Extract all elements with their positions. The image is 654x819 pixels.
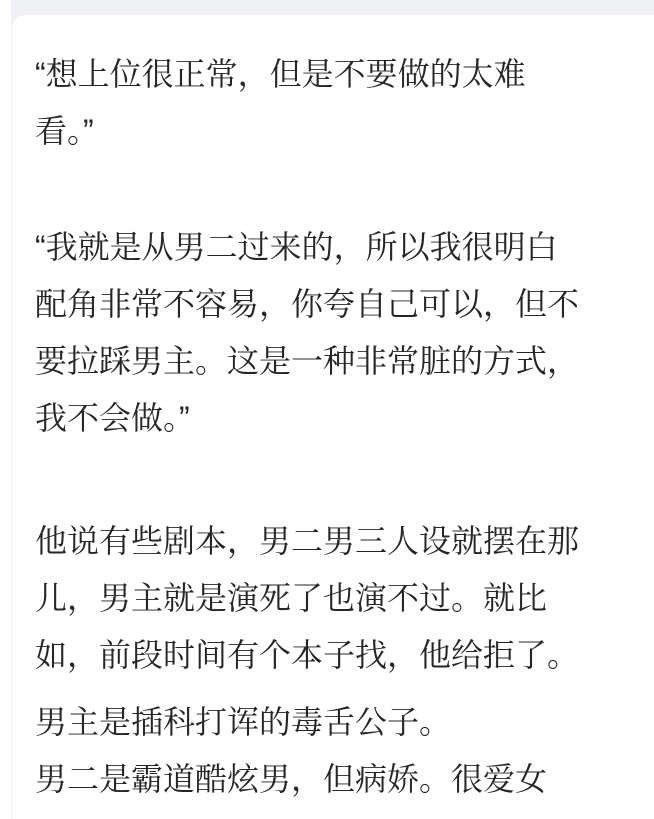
text-line: 看。” [35, 113, 94, 149]
text-line: 要拉踩男主。这是一种非常脏的方式， [35, 343, 580, 379]
text-line: 如，前段时间有个本子找，他给拒了。 [35, 637, 580, 673]
text-line: “我就是从男二过来的，所以我很明白 [35, 229, 558, 265]
text-line: 配角非常不容易，你夸自己可以，但不 [35, 286, 580, 322]
text-line: 他说有些剧本，男二男三人设就摆在那 [35, 523, 580, 559]
text-line: 儿，男主就是演死了也演不过。就比 [35, 580, 548, 616]
paragraph [35, 46, 626, 160]
text-line: “想上位很正常，但是不要做的太难 [35, 56, 526, 92]
paragraph [35, 751, 626, 808]
reader-page[interactable] [12, 15, 654, 819]
text-line: 男二是霸道酷炫男，但病娇。很爱女 [35, 761, 548, 797]
paragraph [35, 513, 626, 684]
paragraph [35, 219, 626, 447]
paragraph [35, 694, 626, 751]
text-line: 我不会做。” [35, 400, 190, 436]
text-line: 男主是插科打诨的毒舌公子。 [35, 704, 452, 740]
page-content [12, 15, 654, 808]
